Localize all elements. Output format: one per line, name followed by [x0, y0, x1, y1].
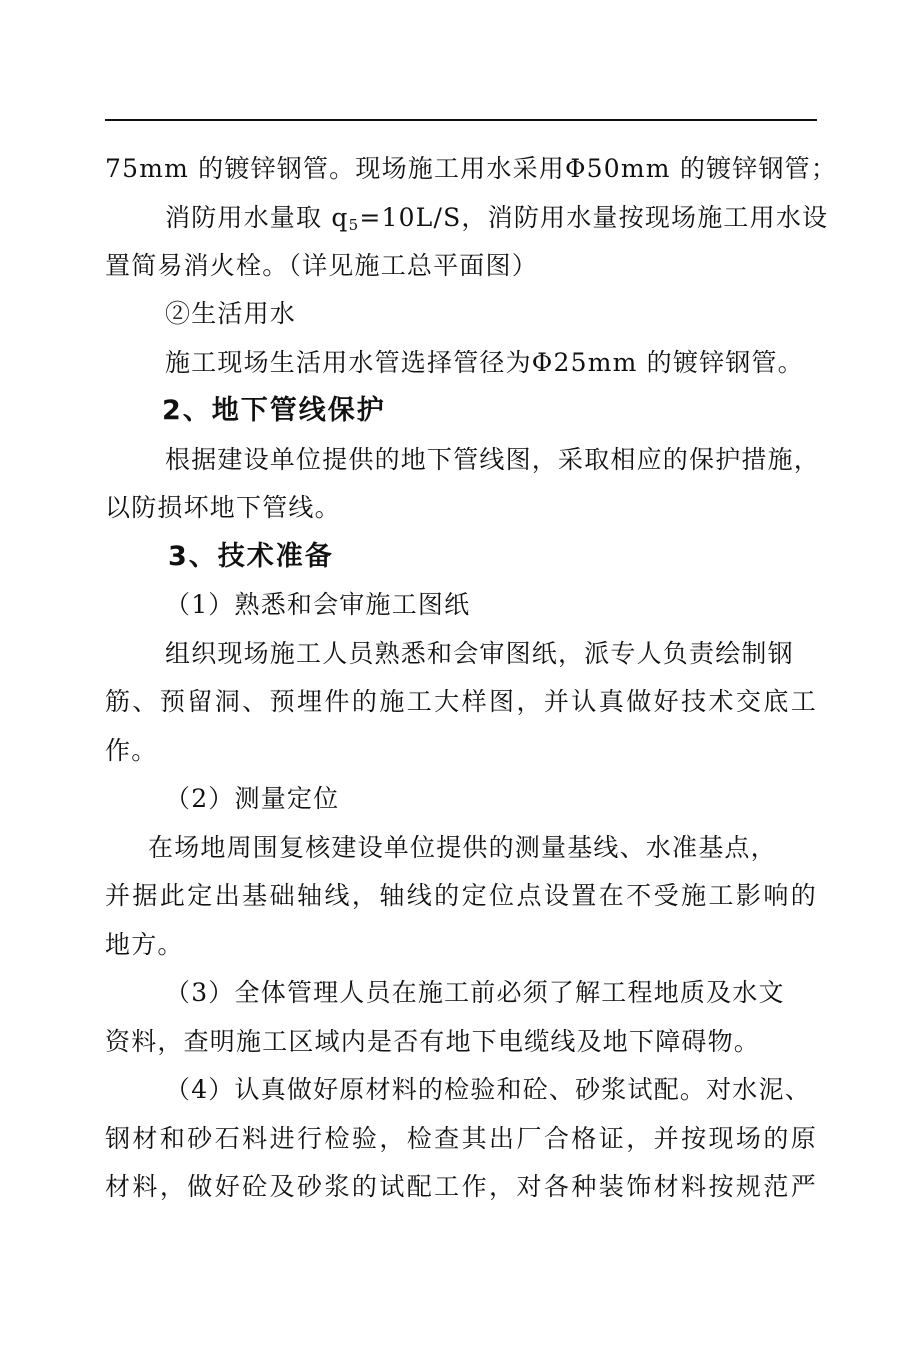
subscript: 5: [348, 216, 360, 234]
text-line: 钢材和砂石料进行检验，检查其出厂合格证，并按现场的原: [105, 1124, 817, 1153]
text-line: 组织现场施工人员熟悉和会审图纸，派专人负责绘制钢: [165, 639, 794, 668]
text-line: 作。: [105, 736, 158, 765]
text-line: 以防损坏地下管线。: [105, 493, 341, 522]
text-line: ②生活用水: [165, 299, 297, 328]
header-rule: [105, 119, 817, 121]
section-heading: 3、技术准备: [168, 541, 334, 572]
text-line: 置简易消火栓。（详见施工总平面图）: [105, 251, 538, 280]
text-run: =10L/S，消防用水量按现场施工用水设: [359, 203, 829, 232]
text-line: 材料，做好砼及砂浆的试配工作，对各种装饰材料按规范严: [105, 1172, 817, 1201]
text-line: （1）熟悉和会审施工图纸: [165, 590, 471, 619]
text-line: 施工现场生活用水管选择管径为Φ25mm 的镀锌钢管。: [165, 348, 804, 377]
section-heading: 2、地下管线保护: [162, 395, 386, 426]
text-line: 地方。: [105, 930, 184, 959]
text-line: （4）认真做好原材料的检验和砼、砂浆试配。对水泥、: [165, 1075, 811, 1104]
text-line: 资料，查明施工区域内是否有地下电缆线及地下障碍物。: [105, 1027, 761, 1056]
text-line: 筋、预留洞、预埋件的施工大样图，并认真做好技术交底工: [105, 687, 817, 716]
text-line: 根据建设单位提供的地下管线图，采取相应的保护措施，: [165, 445, 821, 474]
text-line: [165, 201, 828, 235]
text-line: 75mm 的镀锌钢管。现场施工用水采用Φ50mm 的镀锌钢管；: [105, 154, 838, 183]
text-line: 并据此定出基础轴线，轴线的定位点设置在不受施工影响的: [105, 881, 817, 910]
text-line: （2）测量定位: [165, 784, 340, 813]
text-line: （3）全体管理人员在施工前必须了解工程地质及水文: [165, 978, 785, 1007]
text-run: 消防用水量取 q: [165, 203, 349, 232]
text-line: 在场地周围复核建设单位提供的测量基线、水准基点，: [148, 833, 777, 862]
